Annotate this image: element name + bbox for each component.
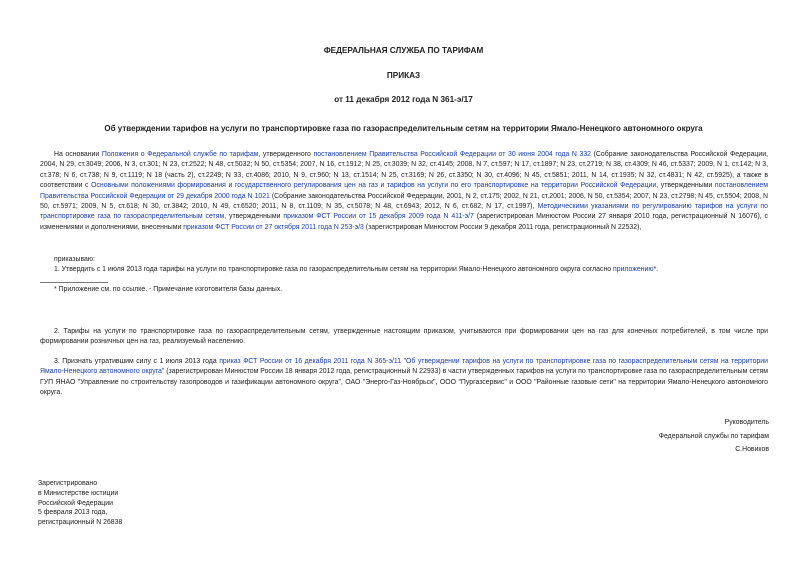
doc-date-number: от 11 декабря 2012 года N 361-э/17 xyxy=(334,95,473,104)
link-fst-order-411[interactable]: приказом ФСТ России от 15 декабря 2009 года N 411-э/7 xyxy=(283,213,474,221)
registration-line: в Министерстве юстиции xyxy=(38,489,119,497)
item-2: 2. Тарифы на услуги по транспортировке газа по газораспределительным сетям, утвержденные настоящим приказом, учитываются при формировании цен на газ для конечных потребителей, в том числе при формировании розничных цен на газ, реализуемый населению. xyxy=(40,328,768,346)
footnote: * Приложение см. по ссылке. - Примечание изготовителя базы данных. xyxy=(54,286,283,293)
item-1: 1. Утвердить с 1 июля 2013 года тарифы на услуги по транспортировке газа по газораспределительным сетям на территории Ямало-Ненецкого автономного округа согласно приложению*. xyxy=(54,266,659,273)
link-fst-order-365[interactable]: приказ ФСТ России от 16 декабря 2011 года N 365-э/11 "Об утверждении тарифов на услуги по транспортировке газа по газораспределительным сетям на территории Ямало-Ненецкого автономного округа" xyxy=(40,358,768,376)
signature-title: Руководитель xyxy=(724,419,769,426)
link-methodical-guidelines[interactable]: Методическими указаниями по регулированию тарифов на услуги по транспортировке газа по газораспределительным сетям xyxy=(40,203,768,221)
link-fst-regulation[interactable]: Положения о Федеральной службе по тарифам xyxy=(101,151,259,158)
registration-line: Российской Федерации xyxy=(38,499,113,507)
registration-line: 5 февраля 2013 года, xyxy=(38,509,108,517)
signature-organization: Федеральной службы по тарифам xyxy=(658,433,769,440)
footnote-divider xyxy=(40,282,108,283)
doc-type: ПРИКАЗ xyxy=(386,71,421,80)
org-name: ФЕДЕРАЛЬНАЯ СЛУЖБА ПО ТАРИФАМ xyxy=(323,46,484,55)
link-appendix[interactable]: приложению xyxy=(613,266,654,273)
preamble-paragraph: На основании Положения о Федеральной службе по тарифам, утвержденного постановлением Правительства Российской Федерации от 30 июня 2004 года N 332 (Собрание законодательства Российской Федерации, 2004, N 29, ст.3049; 2006, N 3, ст.301; N 23, ст.2522; N 48, ст.5032; N 50, ст.5354; 2007, N 16, ст.1912; N 25, ст.3039; N 32, ст.4145; 2008, N 7, ст.597; N 17, ст.1897; N 23, ст.2719; N 38, ст.4309; N 46, ст.5337; 2009, N 1, ст.142; N 3, ст.378; N 6, ст.738; N 9, ст.1119; N 18 (часть 2), ст.2249; N 33, ст.4086; 2010, N 9, ст.960; N 13, ст.1514; N 25, ст.3169; N 26, ст.3350; N 30, ст.4096; N 45, ст.5851; 2011, N 14, ст.1935; N 32, ст.4831; N 42, ст.5925), а также в соответствии с Основными положениями формирования и государственного регулирования цен на газ и тарифов на услуги по его транспортировке на территории Российской Федерации, утвержденными постановлением Правительства Российской Федерации от 29 декабря 2000 года N 1021 (Собрание законодательства Российской Федерации, 2001, N 2, ст.175; 2002, N 21, ст.2001; 2006, N 50, ст.5354; 2007, N 23, ст.2798; N 45, ст.5504; 2008, N 50, ст.5971; 2009, N 5, ст.618; N 30, ст.3842; 2010, N 49, ст.6520; 2011, N 8, ст.1109; N 35, ст.5078; N 48, ст.6943; 2012, N 6, ст.682; N 17, ст.1997), Методическими указаниями по регулированию тарифов на услуги по транспортировке газа по газораспределительным сетям, утвержденными приказом ФСТ России от 15 декабря 2009 года N 411-э/7 (зарегистрирован Минюстом России 27 января 2010 года, регистрационный N 16076), с изменениями и дополнениями, внесенными приказом ФСТ России от 27 октября 2011 года N 253-э/3 (зарегистрирован Минюстом России 9 декабря 2011 года, регистрационный N 22532), xyxy=(40,151,768,231)
link-government-decree-1021[interactable]: постановлением Правительства Российской Федерации от 29 декабря 2000 года N 1021 xyxy=(40,182,768,200)
item-3: 3. Признать утратившим силу с 1 июля 2013 года приказ ФСТ России от 16 декабря 2011 года N 365-э/11 "Об утверждении тарифов на услуги по транспортировке газа по газораспределительным сетям на территории Ямало-Ненецкого автономного округа" (зарегистрирован Минюстом России 18 января 2012 года, регистрационный N 22933) в части утвержденных тарифов на услуги по транспортировке газа по газораспределительным сетям ГУП ЯНАО "Управление по строительству газопроводов и газификации автономного округа", ОАО "Энерго-Газ-Ноябрьск", ООО "Пургазсервис" и ООО "Районные газовые сети" на территории Ямало-Ненецкого автономного округа. xyxy=(40,358,768,397)
registration-block xyxy=(38,479,122,528)
registration-line: Зарегистрировано xyxy=(38,480,98,487)
order-word: приказываю: xyxy=(54,256,95,263)
signature-name: С.Новиков xyxy=(735,446,769,453)
link-government-decree-332[interactable]: постановлением Правительства Российской Федерации от 30 июня 2004 года N 332 xyxy=(313,151,591,158)
doc-title: Об утверждении тарифов на услуги по транспортировке газа по газораспределительным сетям на территории Ямало-Ненецкого автономного округа xyxy=(104,124,703,133)
link-fst-order-253[interactable]: приказом ФСТ России от 27 октября 2011 года N 253-э/3 xyxy=(183,223,364,231)
registration-line: регистрационный N 26838 xyxy=(38,519,123,527)
link-basic-provisions[interactable]: Основными положениями формирования и государственного регулирования цен на газ и тарифов на услуги по его транспортировке на территории Российской Федерации xyxy=(91,182,657,190)
